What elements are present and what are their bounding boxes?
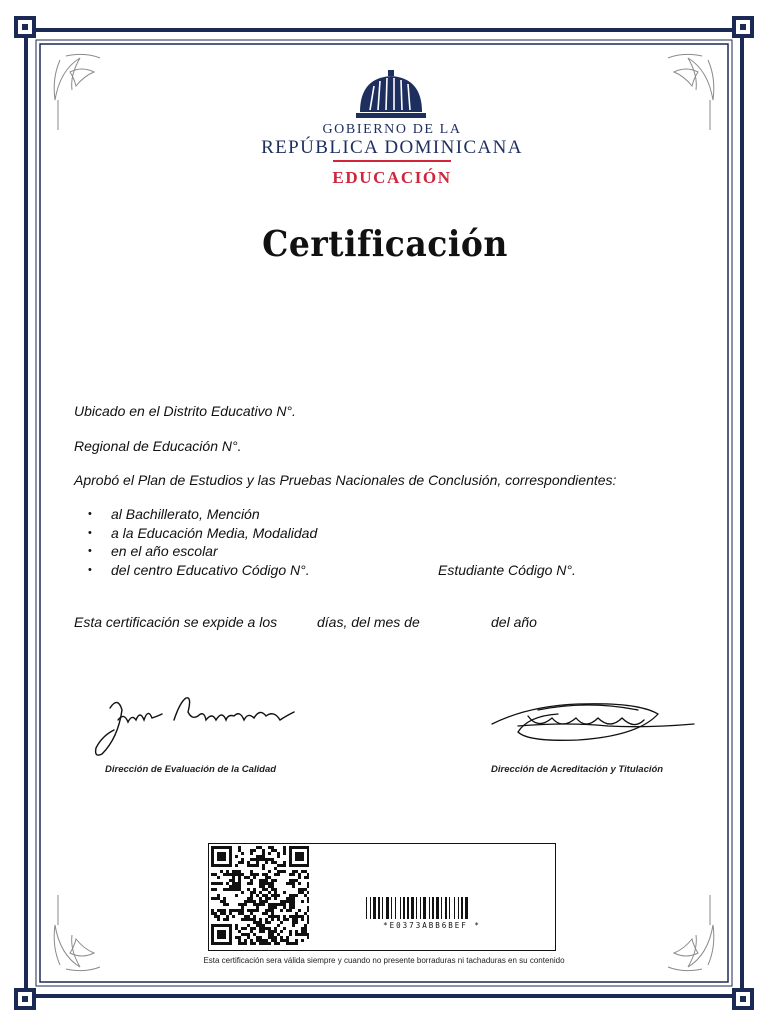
list-item: • del centro Educativo Código N°. — [88, 561, 310, 578]
signature-left — [88, 690, 308, 760]
signature-left-label: Dirección de Evaluación de la Calidad — [105, 764, 277, 775]
bullet-list — [88, 505, 317, 579]
qr-code-icon — [211, 846, 309, 948]
bullet-text: en el año escolar — [111, 543, 218, 559]
dome-icon — [356, 70, 426, 118]
validity-note: Esta certificación sera válida siempre y cuando no presente borraduras ni tachaduras en su contenido — [203, 956, 565, 965]
list-item: • a la Educación Media, Modalidad — [88, 524, 318, 541]
barcode-icon — [366, 897, 498, 919]
bullet-text: a la Educación Media, Modalidad — [111, 524, 318, 541]
list-item: • en el año escolar — [88, 543, 218, 559]
student-code: Estudiante Código N°. — [438, 562, 576, 578]
list-item: • al Bachillerato, Mención — [88, 506, 260, 522]
bullet-text: al Bachillerato, Mención — [111, 506, 260, 522]
regional-line: Regional de Educación N°. — [74, 438, 242, 454]
expide-text-2: días, del mes de — [317, 614, 420, 630]
signature-right — [488, 696, 698, 746]
barcode-text: *E0373ABB6BEF * — [383, 921, 481, 930]
gov-line-3: EDUCACIÓN — [332, 168, 452, 187]
gov-line-1: GOBIERNO DE LA — [322, 122, 462, 137]
expide-text-1: Esta certificación se expide a los — [74, 614, 278, 630]
certificate-title: Certificación — [262, 222, 508, 265]
aprobo-line: Aprobó el Plan de Estudios y las Pruebas Nacionales de Conclusión, correspondientes: — [74, 472, 617, 488]
distrito-line: Ubicado en el Distrito Educativo N°. — [74, 403, 296, 419]
red-divider — [333, 160, 451, 162]
signature-right-label: Dirección de Acreditación y Titulación — [491, 764, 664, 775]
bullet-text: del centro Educativo Código N°. — [111, 561, 310, 578]
gov-line-2: REPÚBLICA DOMINICANA — [261, 137, 523, 158]
expide-text-3: del año — [491, 614, 537, 630]
